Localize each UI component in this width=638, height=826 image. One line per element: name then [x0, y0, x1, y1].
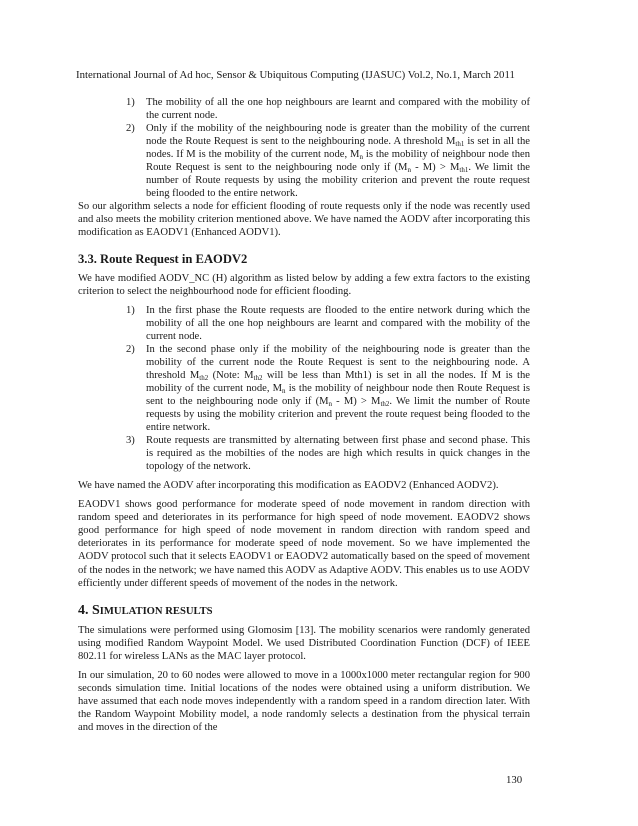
- paragraph: In our simulation, 20 to 60 nodes were allowed to move in a 1000x1000 meter rectangular region for 900 seconds simulation time. Initial locations of the nodes were obtained using a uniform distribution. We have assumed that each node moves independently with a random speed in a random direction later. With the Random Waypoint Mobility model, a node randomly selects a destination from the physical terrain and moves in the direction of the: [78, 669, 530, 733]
- eaodv2-steps-list: [108, 304, 530, 474]
- paragraph: We have modified AODV_NC (H) algorithm as listed below by adding a few extra factors to the existing criterion to select the neighbourhood node for efficient flooding.: [78, 272, 530, 297]
- paragraph: EAODV1 shows good performance for moderate speed of node movement in random direction with random speed and deteriorates in its performance for high speed of node movement. EAODV2 shows good performance for high speed of node movement in random direction with random speed and deteriorates in its performance for moderate speed of node movement. So we have implemented the AODV protocol such that it selects EAODV1 or EAODV2 automatically based on the speed of movement of the nodes in the network; we have named this AODV as Adaptive AODV. This enables us to use AODV efficiently under different speeds of movement of the nodes in the network.: [78, 499, 530, 589]
- list-number: 1): [126, 304, 135, 316]
- list-item-text: The mobility of all the one hop neighbours are learnt and compared with the mobility of the current node.: [146, 97, 530, 122]
- running-header: International Journal of Ad hoc, Sensor & Ubiquitous Computing (IJASUC) Vol.2, No.1, March 2011: [76, 69, 515, 81]
- section-heading: 3.3. Route Request in EAODV2: [78, 251, 248, 266]
- list-item: [108, 343, 530, 434]
- list-item: [108, 304, 530, 343]
- list-number: 2): [126, 343, 135, 355]
- list-item: [108, 434, 530, 473]
- page-number: 130: [506, 774, 523, 786]
- list-item: [108, 122, 530, 200]
- list-number: 3): [126, 435, 135, 447]
- list-number: 1): [126, 97, 135, 108]
- list-item-text: Route requests are transmitted by alternating between first phase and second phase. This is required as the mobilties of the nodes are high which results in quick changes in the topology of the network.: [146, 435, 530, 473]
- list-item-text: In the first phase the Route requests are flooded to the entire network during which the mobility of all the one hop neighbours are learnt and compared with the mobility of the current node.: [146, 304, 530, 342]
- paragraph: We have named the AODV after incorporating this modification as EAODV2 (Enhanced AODV2).: [78, 480, 499, 492]
- paragraph: The simulations were performed using Glomosim [13]. The mobility scenarios were randomly generated using modified Random Waypoint Model. We used Distributed Coordination Function (DCF) of IEEE 802.11 for wireless LANs as the MAC layer protocol.: [78, 624, 530, 662]
- list-item: [108, 96, 530, 122]
- list-item-text: In the second phase only if the mobility of the neighbouring node is greater than the mobility of the current node the Route Request is sent to the neighbouring node. A threshold $M_{th2}$ (Note: $M_{th2}$ will be less than Mth1) is set in all the nodes. If M is the mobility of the current node, $M_n$ is the mobility of neighbour node then Route Request is sent to the neighbouring node only if $(M_n - M) > M_{th2}$. We limit the number of Route requests by using the mobility criterion and prevent the route request being flooded to the entire network.: [146, 343, 531, 434]
- mobility-criteria-list: [108, 96, 530, 200]
- paragraph: So our algorithm selects a node for efficient flooding of route requests only if the node was recently used and also meets the mobility criterion mentioned above. We have named the AODV after incorporating this modification as EAODV1 (Enhanced AODV1).: [78, 201, 530, 239]
- body-text: [78, 96, 531, 734]
- list-item-text: Only if the mobility of the neighbouring node is greater than the mobility of the current node the Route Request is sent to the neighbouring node. A threshold $M_{th1}$ is set in all the nodes. If M is the mobility of the current node, $M_n$ is the mobility of neighbour node then Route Request is sent to the neighbouring node only if $(M_n - M) > M_{th1}$. We limit the number of Route requests by using the mobility criterion and prevent the route request being flooded to the entire network.: [146, 123, 530, 200]
- list-number: 2): [126, 123, 135, 135]
- section-heading: 4. SIMULATION RESULTS: [78, 602, 213, 618]
